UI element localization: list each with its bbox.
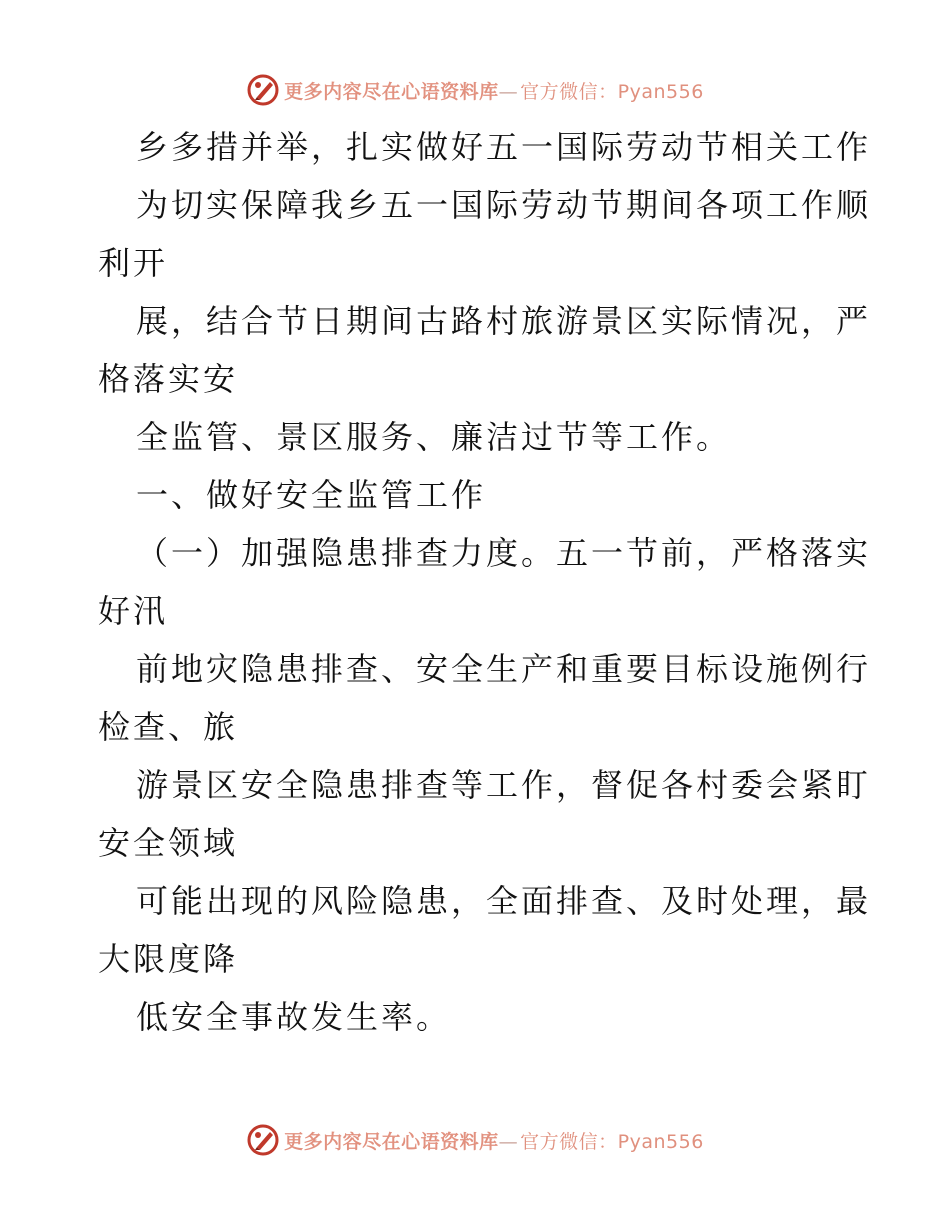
body-text-line: 游景区安全隐患排查等工作，督促各村委会紧盯 — [136, 766, 872, 804]
body-text-line: 可能出现的风险隐患，全面排查、及时处理，最 — [136, 882, 872, 920]
header-banner-wechat: 官方微信：Pyan556 — [520, 80, 704, 103]
body-text-line: 大限度降 — [98, 940, 239, 978]
header-banner-text — [284, 77, 704, 104]
body-text-line: 低安全事故发生率。 — [136, 998, 452, 1036]
body-text-line: 利开 — [98, 244, 169, 282]
header-banner-inner — [246, 73, 704, 107]
footer-banner-wechat: 官方微信：Pyan556 — [520, 1130, 704, 1153]
body-text-line: 为切实保障我乡五一国际劳动节期间各项工作顺 — [136, 186, 872, 224]
header-banner-title: 更多内容尽在心语资料库 — [284, 80, 499, 103]
body-text-line: 检查、旅 — [98, 708, 239, 746]
footer-banner-inner — [246, 1123, 704, 1157]
footer-banner-title: 更多内容尽在心语资料库 — [284, 1130, 499, 1153]
footer-banner — [0, 1120, 950, 1160]
body-text-line: 格落实安 — [98, 360, 239, 398]
footer-banner-dash: — — [498, 1130, 519, 1153]
body-text-line: （一）加强隐患排查力度。五一节前，严格落实 — [136, 534, 872, 572]
body-text-line: 好汛 — [98, 592, 169, 630]
header-banner-dash: — — [498, 80, 519, 103]
body-text-line: 展，结合节日期间古路村旅游景区实际情况，严 — [136, 302, 872, 340]
document-body — [98, 118, 872, 1046]
body-text-line: 一、做好安全监管工作 — [136, 476, 487, 514]
body-text-line: 全监管、景区服务、廉洁过节等工作。 — [136, 418, 732, 456]
body-text-line: 安全领域 — [98, 824, 239, 862]
pen-logo-icon — [246, 73, 280, 107]
footer-banner-text — [284, 1127, 704, 1154]
pen-logo-icon — [246, 1123, 280, 1157]
body-text-line: 前地灾隐患排查、安全生产和重要目标设施例行 — [136, 650, 872, 688]
header-banner — [0, 70, 950, 110]
body-text-line: 乡多措并举，扎实做好五一国际劳动节相关工作 — [136, 128, 872, 166]
